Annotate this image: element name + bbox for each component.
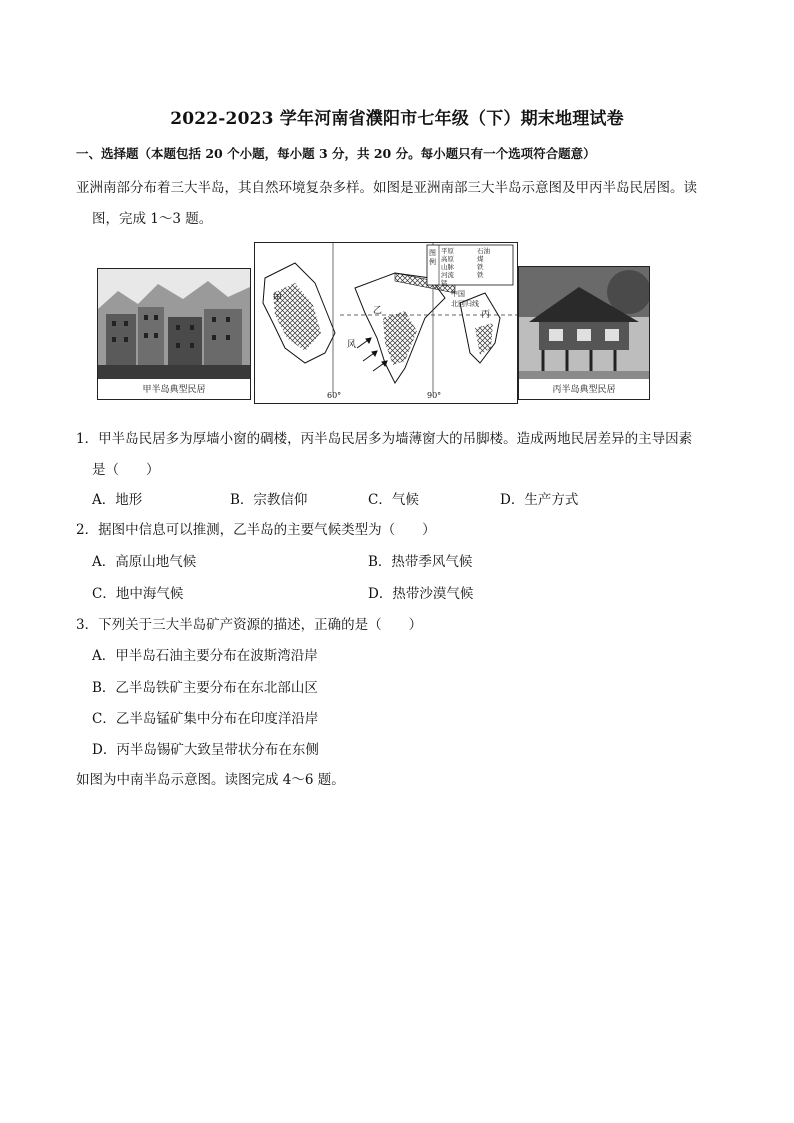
q3-stem: 3．下列关于三大半岛矿产资源的描述，正确的是（ ） <box>76 617 423 633</box>
map-label-jia: 甲 <box>273 294 283 304</box>
map-legend-title: 图例 <box>429 249 436 266</box>
legend-item: 山脉 <box>441 263 454 271</box>
legend-item: 高原 <box>441 255 454 263</box>
intro-line-2: 图，完成 1～3 题。 <box>92 211 213 227</box>
q1-stem-line-2: 是（ ） <box>92 462 160 478</box>
map-lon-60: 60° <box>327 391 342 400</box>
page-title: 2022-2023 学年河南省濮阳市七年级（下）期末地理试卷 <box>170 109 624 129</box>
q2-option-b[interactable]: B．热带季风气候 <box>368 554 473 570</box>
q3-option-b[interactable]: B．乙半岛铁矿主要分布在东北部山区 <box>92 680 318 696</box>
q1-option-a[interactable]: A．地形 <box>92 492 143 508</box>
bing-house-image <box>519 267 649 379</box>
map-country-label: 中国 <box>451 290 465 298</box>
q2-option-c[interactable]: C．地中海气候 <box>92 586 184 602</box>
jia-house-caption: 甲半岛典型民居 <box>142 385 206 395</box>
legend-item: 铁 <box>477 271 484 279</box>
map-label-yi: 乙 <box>373 306 383 316</box>
bing-house-photo <box>518 266 650 400</box>
legend-item: 锰 <box>441 279 448 287</box>
peninsula-map <box>254 242 518 404</box>
legend-item: 平原 <box>441 247 454 255</box>
q2-option-d[interactable]: D．热带沙漠气候 <box>368 586 474 602</box>
q1-option-b[interactable]: B．宗教信仰 <box>230 492 308 508</box>
q2-stem: 2．据图中信息可以推测，乙半岛的主要气候类型为（ ） <box>76 522 436 538</box>
q3-option-a[interactable]: A．甲半岛石油主要分布在波斯湾沿岸 <box>92 648 318 664</box>
map-tropic-label: 北回归线 <box>451 300 479 308</box>
q1-option-d[interactable]: D．生产方式 <box>500 492 579 508</box>
q1-stem-line-1: 1．甲半岛民居多为厚墙小窗的碉楼，丙半岛民居多为墙薄窗大的吊脚楼。造成两地民居差异的主导因素 <box>76 431 693 447</box>
map-legend-items <box>441 247 513 287</box>
map-lon-90: 90° <box>427 391 442 400</box>
map-label-wind: 风 <box>347 340 357 350</box>
map-label-bing: 丙 <box>481 310 491 320</box>
intro-2: 如图为中南半岛示意图。读图完成 4～6 题。 <box>76 772 345 788</box>
jia-house-image <box>98 269 250 379</box>
legend-item: 铁 <box>477 263 484 271</box>
q2-option-a[interactable]: A．高原山地气候 <box>92 554 197 570</box>
legend-item: 石油 <box>477 247 490 255</box>
jia-house-photo <box>97 268 251 400</box>
intro-line-1: 亚洲南部分布着三大半岛，其自然环境复杂多样。如图是亚洲南部三大半岛示意图及甲丙半岛民居图。读 <box>76 180 697 196</box>
section-heading: 一、选择题（本题包括 20 个小题，每小题 3 分，共 20 分。每小题只有一个选项符合题意） <box>76 146 596 161</box>
legend-item: 煤 <box>477 255 484 263</box>
q3-option-d[interactable]: D．丙半岛锡矿大致呈带状分布在东侧 <box>92 742 319 758</box>
bing-house-caption: 丙半岛典型民居 <box>552 385 616 395</box>
q3-option-c[interactable]: C．乙半岛锰矿集中分布在印度洋沿岸 <box>92 711 319 727</box>
legend-item: 河流 <box>441 271 454 279</box>
q1-option-c[interactable]: C．气候 <box>368 492 419 508</box>
